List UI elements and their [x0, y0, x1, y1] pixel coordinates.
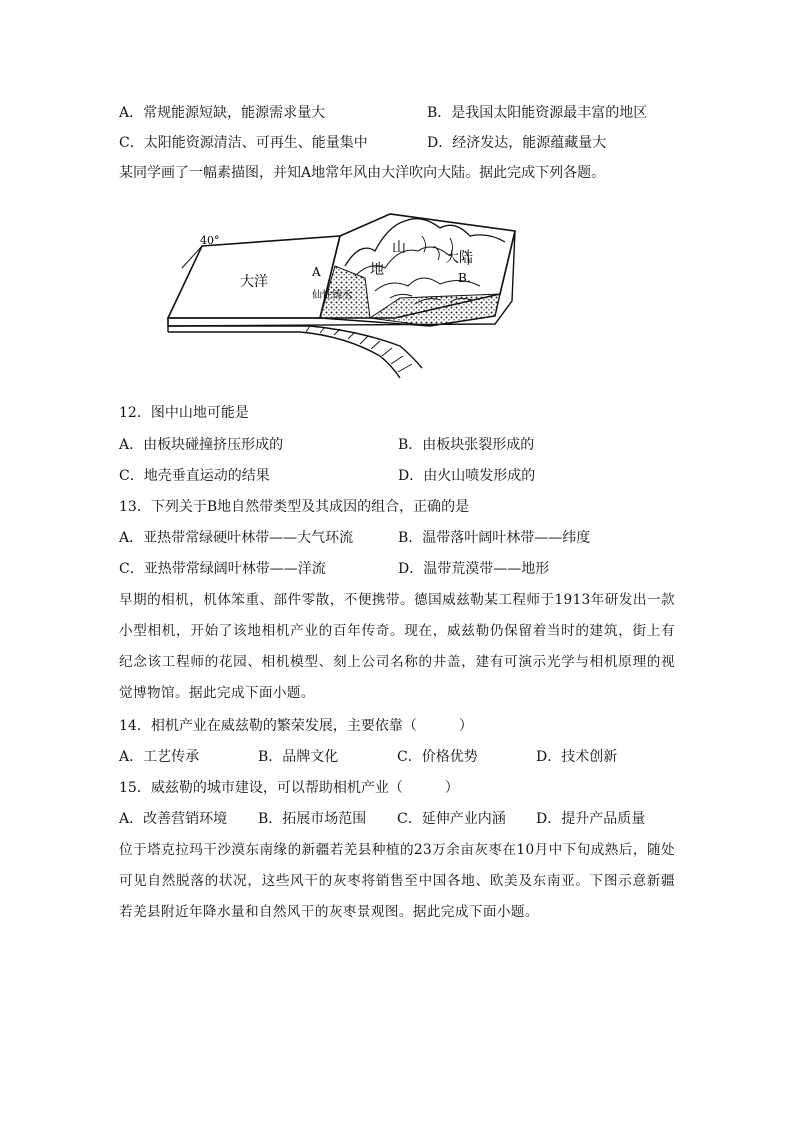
q11-option-a: A．常规能源短缺，能源需求量大: [119, 105, 326, 121]
latitude-label: 40°: [200, 234, 220, 247]
passage-camera-tail: 据此完成下面小题。: [188, 685, 315, 701]
point-b-label: B.: [458, 271, 471, 285]
q11-option-d: D．经济发达，能源蕴藏量大: [427, 135, 607, 151]
q14-option-d: D．技术创新: [536, 749, 618, 765]
q12-option-a: A．由板块碰撞挤压形成的: [119, 437, 284, 453]
q13-option-a: A．亚热带常绿硬叶林带——大气环流: [119, 530, 354, 546]
q14-stem: 14．相机产业在威兹勒的繁荣发展，主要依靠（ ）: [119, 718, 473, 734]
ocean-label: 大洋: [240, 274, 268, 290]
block-diagram-figure: [160, 206, 530, 386]
q13-option-c: C．亚热带常绿阔叶林带——洋流: [119, 561, 326, 577]
passage-jujube-lead: 位于塔克拉玛干沙漠东南缘的新疆若羌县种植的23万余亩灰枣在10月中下旬成熟后，随处可见自然脱落的状况，这些风干的灰枣将销售至中国各地、欧美及东南亚。下图示意新疆若羌县附近年降水量和自然风干的灰枣景观图。: [119, 842, 675, 920]
mountain-label-1: 山: [392, 240, 406, 256]
q15-stem: 15．威兹勒的城市建设，可以帮助相机产业（ ）: [119, 780, 459, 796]
mountain-label-2: 地: [370, 262, 384, 278]
q11-option-b: B．是我国太阳能资源最丰富的地区: [427, 105, 648, 121]
passage-jujube-tail: 据此完成下面小题。: [412, 904, 539, 920]
q13-stem: 13．下列关于B地自然带类型及其成因的组合，正确的是: [119, 499, 470, 515]
q15-option-a: A．改善营销环境: [119, 811, 228, 827]
passage-camera: [119, 585, 675, 709]
q12-option-d: D．由火山喷发形成的: [398, 468, 536, 484]
q11-option-c: C．太阳能资源清洁、可再生、能量集中: [119, 135, 368, 151]
passage-camera-lead: 早期的相机，机体笨重、部件零散，不便携带。德国威兹勒某工程师于1913年研发出一款小型相机，开始了该地相机产业的百年传奇。现在，威兹勒仍保留着当时的建筑，街上有纪念该工程师的花园、相机模型、刻上公司名称的井盖，建有可演示光学与相机原理的视觉博物馆。: [119, 592, 675, 701]
q12-option-b: B．由板块张裂形成的: [398, 437, 535, 453]
q14-option-b: B．品牌文化: [258, 749, 339, 765]
q12-option-c: C．地壳垂直运动的结果: [119, 468, 270, 484]
q14-option-a: A．工艺传承: [119, 749, 200, 765]
q15-option-b: B．拓展市场范围: [258, 811, 367, 827]
q13-option-d: D．温带荒漠带——地形: [398, 561, 550, 577]
q15-option-c: C．延伸产业内涵: [397, 811, 506, 827]
intro-text-1: 某同学画了一幅素描图，并知A地常年风由大洋吹向大陆。据此完成下列各题。: [119, 165, 606, 181]
overlay-scribble-text: 仙性铸丞: [312, 290, 352, 301]
q13-option-b: B．温带落叶阔叶林带——纬度: [398, 530, 591, 546]
q14-option-c: C．价格优势: [397, 749, 478, 765]
continent-label: 大陆: [445, 250, 473, 266]
q12-stem: 12．图中山地可能是: [119, 405, 249, 421]
passage-jujube: [119, 835, 675, 928]
point-a-label: A: [312, 265, 321, 279]
q15-option-d: D．提升产品质量: [536, 811, 646, 827]
